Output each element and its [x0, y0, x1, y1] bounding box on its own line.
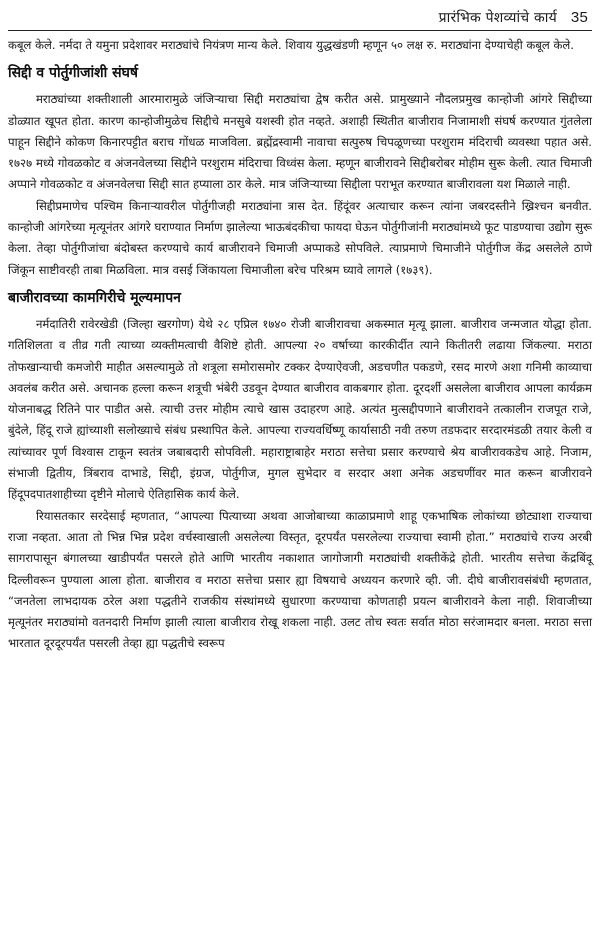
section-heading-evaluation: बाजीरावच्या कामगिरीचे मूल्यमापन: [8, 289, 181, 306]
paragraph-continued: कबूल केले. नर्मदा ते यमुना प्रदेशावर मराठ्यांचे नियंत्रण मान्य केले. शिवाय युद्धखंडणी म्हणून ५० लक्ष रु. मराठ्यांना देण्याचेही कबूल केले.: [8, 38, 574, 52]
paragraph-evaluation: नर्मदातिरी रावेरखेडी (जिल्हा खरगोण) येथे २८ एप्रिल १७४० रोजी बाजीरावचा अकस्मात मृत्यू झाला. बाजीराव जन्मजात योद्धा होता. गतिशिलता व तीव्र गती त्याच्या व्यक्तीमत्वाची वैशिष्टे होती. आपल्या २० वर्षाच्या कारकीर्दीत त्याने कितीतरी लढाया जिंकल्या. मराठा तोफखान्याची कमजोरी माहीत असल्यामुळे तो शत्रूला समोरासमोर टक्कर देण्याऐवजी, अडचणीत पकडणे, रसद मारणे अशा गनिमी काव्याचा अवलंब करीत असे. अचानक हल्ला करून शत्रूची भंबेरी उडवून देण्यात बाजीराव वाकबगार होता. दूरदर्शी असलेला बाजीराव आपला कार्यक्रम योजनाबद्ध रितिने पार पाडीत असे. त्याची उत्तर मोहीम त्याचे खास उदाहरण आहे. अत्यंत मुत्सद्दीपणाने बाजीरावने तत्कालीन राजपूत राजे, बुंदेले, हिंदू राजे ह्यांच्याशी सलोख्याचे संबंध प्रस्थापित केले. आपल्या राज्यवर्धिष्णू कार्यासाठी नवी तरुण तडफदार सरदारमंडळी तयार केली व त्यांच्यावर पूर्ण विश्वास टाकून स्वतंत्र जबाबदारी सोपविली. महाराष्ट्राबाहेर मराठा सत्तेचा प्रसार करण्याचे श्रेय बाजीरावकडेच आहे. निजाम, संभाजी द्वितीय, त्रिंबराव दाभाडे, सिद्दी, इंग्रज, पोर्तुगीज, मुगल सुभेदार व सरदार अशा अनेक अडचणींवर मात करून बाजीरावने हिंदूपदपातशाहीच्या दृष्टीने मोलाचे ऐतिहासिक कार्य केले.: [8, 316, 592, 502]
page-body: [8, 35, 592, 655]
section-heading-siddi-portuguese: सिद्दी व पोर्तुगीजांशी संघर्ष: [8, 65, 138, 82]
running-header: [8, 0, 592, 30]
running-title: प्रारंभिक पेशव्यांचे कार्य: [438, 10, 557, 26]
paragraph-portuguese: सिद्दीप्रमाणेच पश्चिम किनाऱ्यावरील पोर्तुगीजही मराठ्यांना त्रास देत. हिंदूंवर अत्याचार करून त्यांना जबरदस्तीने ख्रिश्चन बनवीत. कान्होजी आंगरेच्या मृत्यूनंतर आंगरे घराण्यात निर्माण झालेल्या भाऊबंदकीचा फायदा घेऊन पोर्तुगीजांनी मराठ्यांमध्ये फूट पाडण्याचा उद्योग सुरू केला. तेव्हा पोर्तुगीजांचा बंदोबस्त करण्याचे कार्य बाजीरावने चिमाजी अप्पाकडे सोपविले. त्याप्रमाणे चिमाजीने पोर्तुगीज केंद्र असलेले ठाणे जिंकून साष्टीवरही ताबा मिळविला. मात्र वसई जिंकायला चिमाजीला बरेच परिश्रम घ्यावे लागले (१७३९).: [8, 198, 592, 277]
page-number: 35: [570, 9, 588, 26]
paragraph-sardesai-quote: रियासतकार सरदेसाई म्हणतात, “आपल्या पित्याच्या अथवा आजोबाच्या काळाप्रमाणे शाहू एकभाषिक लोकांच्या छोट्याशा राज्याचा राजा नव्हता. आता तो भिन्न भिन्न प्रदेश वर्चस्वाखाली असलेल्या विस्तृत, दूरपर्यंत पसरलेल्या राज्याचा स्वामी होता.” मराठ्यांचे राज्य अरबी सागरापासून बंगालच्या खाडीपर्यंत पसरले होते आणि भारतीय नकाशात जागोजागी मराठ्यांची शक्तीकेंद्रे होती. भारतीय सत्तेचा केंद्रबिंदू दिल्लीवरून पुण्याला आला होता. बाजीराव व मराठा सत्तेचा प्रसार ह्या विषयाचे अध्ययन करणारे व्ही. जी. दीघे बाजीरावसंबंधी म्हणतात, “जनतेला लाभदायक ठरेल अशा पद्धतीने राजकीय संस्थांमध्ये सुधारणा करण्याचा कोणताही प्रयत्न बाजीरावने केला नाही. शिवाजीच्या मृत्यूनंतर मराठ्यांमो वतनदारी निर्माण झाली त्याला बाजीराव रोखू शकला नाही. उलट तोच स्वतः सर्वात मोठा सरंजामदार बनला. मराठा सत्ता भारतात दूरदूरपर्यंत पसरली तेव्हा ह्या पद्धतीचे स्वरूप: [8, 508, 592, 651]
paragraph-siddi: मराठ्यांच्या शक्तीशाली आरमारामुळे जंजिऱ्याचा सिद्दी मराठ्यांचा द्वेष करीत असे. प्रामुख्याने नौदलप्रमुख कान्होजी आंगरे सिद्दीच्या डोळ्यात खूपत होता. कारण कान्होजीमुळेच सिद्दीचे मनसुबे यशस्वी होत नव्हते. अशाही स्थितीत बाजीराव निजामाशी संघर्ष करण्यात गुंतलेला पाहून सिद्दीने कोकण किनारपट्टीत बराच गोंधळ माजविला. ब्रह्मेंद्रस्वामी नावाचा सत्पुरुष चिपळूणच्या परशुराम मंदिराची व्यवस्था पहात असे. १७२७ मध्ये गोवळकोट व अंजनवेलच्या सिद्दीने परशुराम मंदिराचा विध्वंस केला. म्हणून बाजीरावने सिद्दीबरोबर मोहीम सुरू केली. त्यात चिमाजी अप्पाने गोवळकोट व अंजनवेलचा सिद्दी सात हप्याला ठार केले. मात्र जंजिऱ्याच्या सिद्दीला पराभूत करण्यात बाजीरावला यश मिळाले नाही.: [8, 92, 592, 192]
header-rule: [8, 30, 592, 31]
